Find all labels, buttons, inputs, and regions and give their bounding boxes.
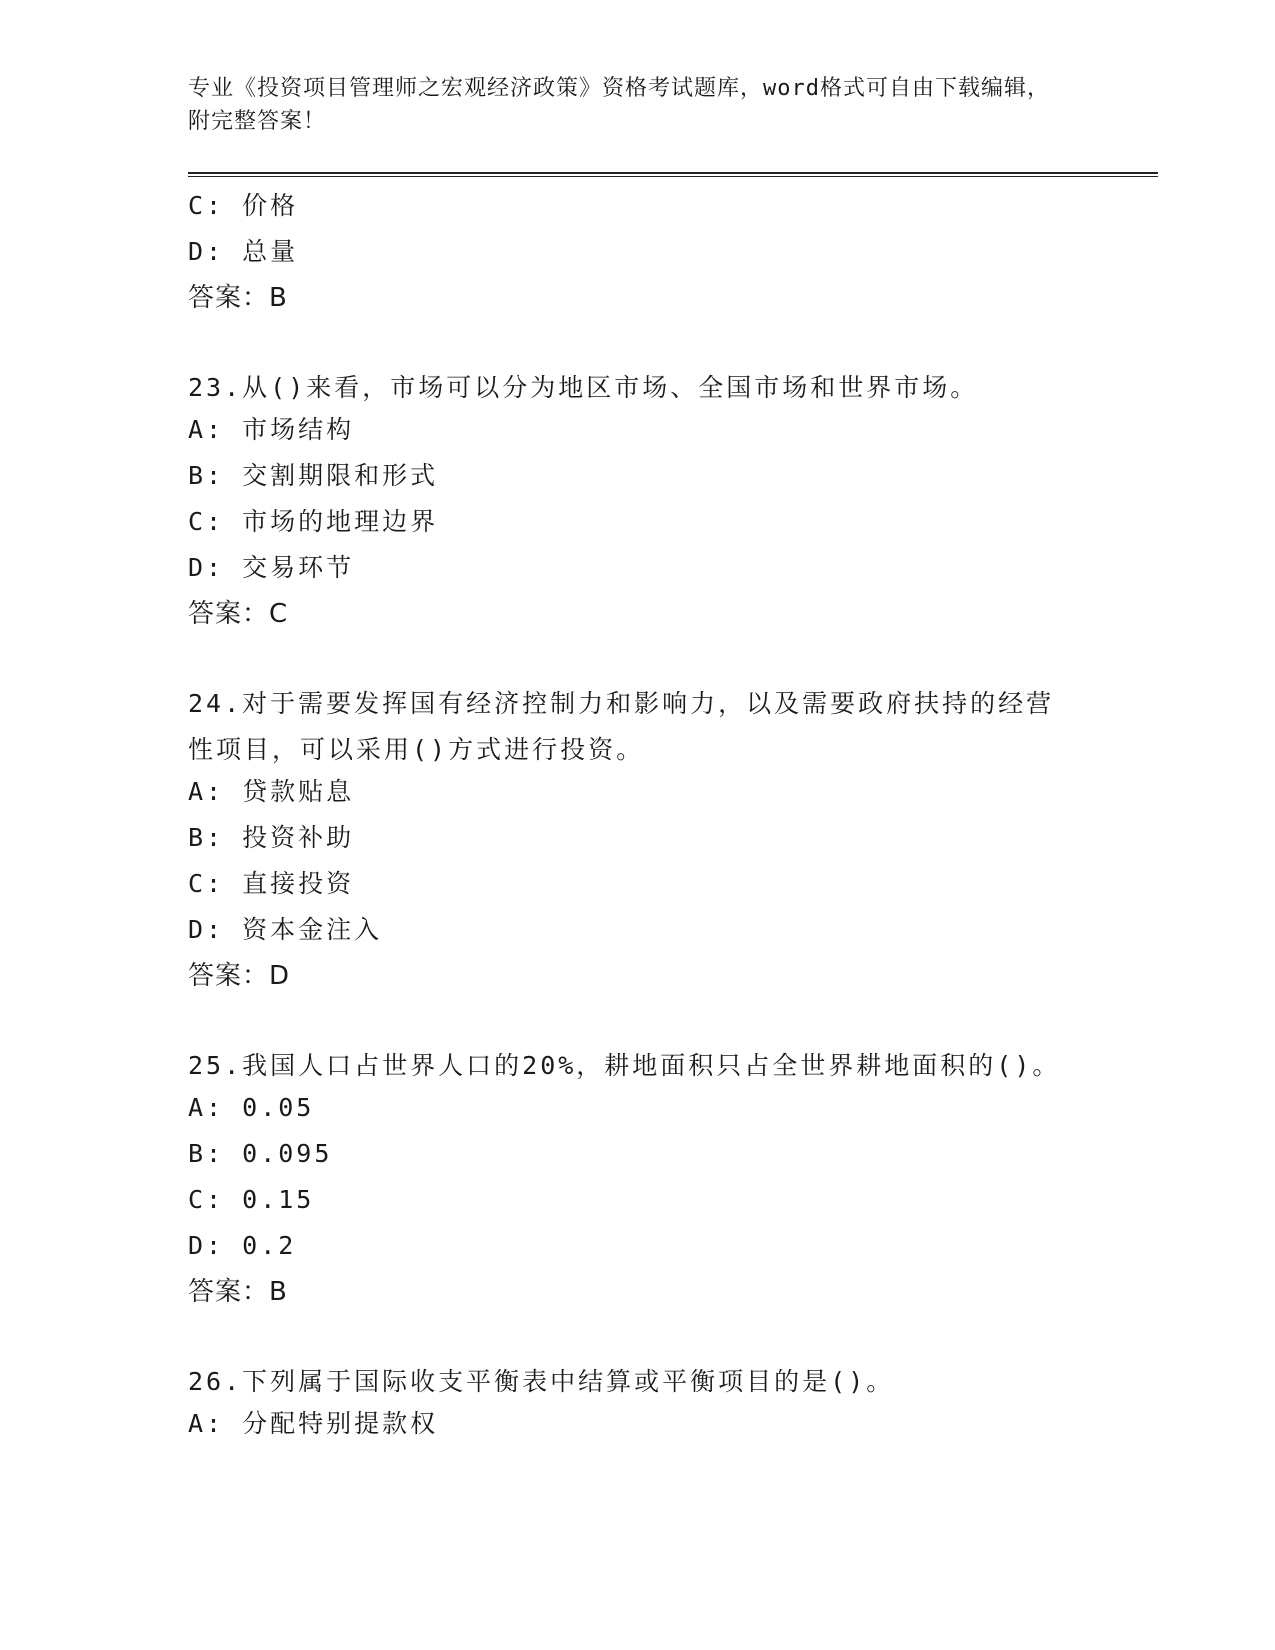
option-a: A: 分配特别提款权 [188, 1409, 439, 1438]
answer: 答案：C [188, 599, 289, 629]
answer: 答案：B [188, 283, 288, 313]
question-23: 23.从()来看，市场可以分为地区市场、全国市场和世界市场。 [188, 373, 979, 402]
document-header: 专业《投资项目管理师之宏观经济政策》资格考试题库，word格式可自由下载编辑，附完整答案！ [188, 76, 1050, 134]
option-d: D: 总量 [188, 237, 299, 266]
option-d: D: 交易环节 [188, 553, 355, 582]
question-25: 25.我国人口占世界人口的20%，耕地面积只占全世界耕地面积的()。 [188, 1051, 1061, 1080]
option-a: A: 0.05 [188, 1093, 315, 1122]
option-c: C: 直接投资 [188, 869, 355, 898]
option-b: B: 投资补助 [188, 823, 355, 852]
option-d: D: 资本金注入 [188, 915, 383, 944]
answer: 答案：B [188, 1277, 288, 1307]
option-c: C: 价格 [188, 191, 299, 220]
header-divider [188, 172, 1158, 177]
option-a: A: 贷款贴息 [188, 777, 355, 806]
question-26: 26.下列属于国际收支平衡表中结算或平衡项目的是()。 [188, 1367, 895, 1396]
option-b: B: 0.095 [188, 1139, 333, 1168]
question-24: 24.对于需要发挥国有经济控制力和影响力，以及需要政府扶持的经营性项目，可以采用()方式进行投资。 [188, 689, 1055, 764]
option-d: D: 0.2 [188, 1231, 297, 1260]
option-a: A: 市场结构 [188, 415, 355, 444]
answer: 答案：D [188, 961, 291, 991]
option-b: B: 交割期限和形式 [188, 461, 439, 490]
option-c: C: 市场的地理边界 [188, 507, 439, 536]
document-page [188, 72, 1158, 1439]
option-c: C: 0.15 [188, 1185, 315, 1214]
